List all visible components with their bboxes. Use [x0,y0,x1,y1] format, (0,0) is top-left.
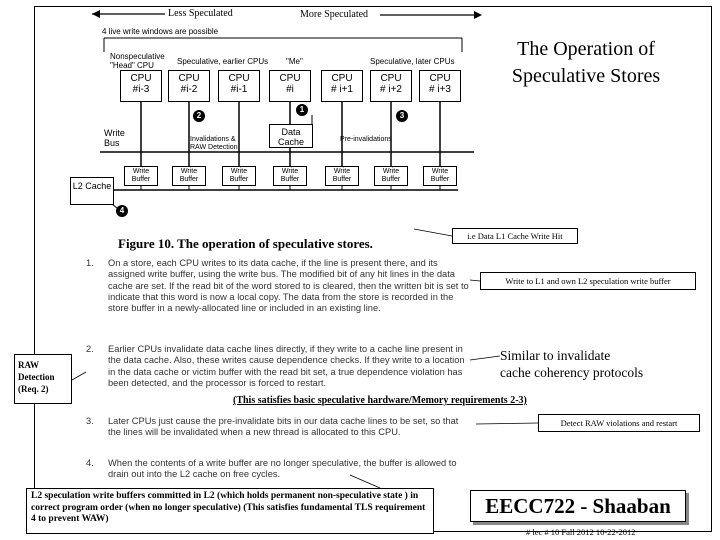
write-buffer-1: Write Buffer [124,166,158,186]
write-buffer-5: Write Buffer [325,166,359,186]
course-badge [470,490,686,522]
invalidations-raw-label: Invalidations & RAW Detection [190,136,238,151]
marker-4: 4 [116,205,128,217]
callout-raw-detection: RAW Detection (Req. 2) [14,354,72,404]
callout-l1-write-hit: i.e Data L1 Cache Write Hit [452,228,578,244]
pre-invalidations-label: Pre-invalidations [340,136,392,143]
step-4: 4. When the contents of a write buffer are no longer speculative, the buffer is allowed to drain out into the L2 cache on free cycles. [86,458,457,480]
cpu-i-minus-1: CPU #i-1 [218,70,260,102]
cpu-i-plus-2: CPU # i+2 [370,70,412,102]
me-label: "Me" [286,57,303,66]
cpu-i-minus-2: CPU #i-2 [168,70,210,102]
figure-caption: Figure 10. The operation of speculative stores. [118,236,373,251]
course-badge-text: EECC722 - Shaaban [485,494,671,518]
less-speculated-label: Less Speculated [168,8,233,19]
write-buffer-3: Write Buffer [222,166,256,186]
marker-2: 2 [193,110,205,122]
live-windows-label: 4 live write windows are possible [102,27,219,36]
callout-l2-commit: L2 speculation write buffers committed in L2 (which holds permanent non-speculative state ) in correct program order (when no longer speculative) (This satisfies fundamental TLS requirement 4 to prevent WAW) [26,488,434,534]
later-cpus-label: Speculative, later CPUs [370,57,455,66]
write-bus-label: Write Bus [104,128,125,148]
title-line-2: Speculative Stores [511,65,661,87]
write-buffer-2: Write Buffer [172,166,206,186]
cpu-i: CPU #i [269,70,311,102]
lecture-info: # lec # 10 Fall 2012 10-22-2012 [526,527,636,537]
marker-3: 3 [396,110,408,122]
write-buffer-6: Write Buffer [374,166,408,186]
cpu-i-minus-3: CPU #i-3 [120,70,162,102]
marker-1: 1 [296,104,308,116]
more-speculated-label: More Speculated [300,9,369,20]
data-cache-box: Data Cache [269,124,313,148]
callout-write-l1-l2: Write to L1 and own L2 speculation write buffer [480,272,696,290]
step-1: 1. On a store, each CPU writes to its data cache, if the line is present there, and its assigned write buffer, using the write bus. The modified bit of any hit lines in the data cache are set. If the read bit of the word stored to is cleared, then the written bit is set to indicate that this word is now a local copy. The data from the store is recorded in the store buffer in a newly-allocated line or included in an existing line. [86,258,469,314]
nonspec-head-label: Nonspeculative "Head" CPU [110,52,165,70]
l2-cache-box: L2 Cache [70,177,114,205]
step-3: 3. Later CPUs just cause the pre-invalidate bits in our data cache lines to be set, so that the lines will be invalidated when a new thread is allocated to this CPU. [86,416,459,438]
write-buffer-4: Write Buffer [273,166,307,186]
step-2: 2. Earlier CPUs invalidate data cache lines directly, if they write to a cache line present in the data cache. Also, these writes cause dependence checks. If they write to a location in the data cache or victim buffer with the read bit set, a true dependence violation has been detected, and the processor is forced to restart. [86,344,465,388]
title-line-1: The Operation of [517,38,655,60]
callout-detect-raw: Detect RAW violations and restart [538,414,700,432]
earlier-cpus-label: Speculative, earlier CPUs [177,57,269,66]
cpu-i-plus-1: CPU # i+1 [321,70,363,102]
write-buffer-7: Write Buffer [423,166,457,186]
similar-protocols-note: Similar to invalidate cache coherency protocols [500,348,644,380]
cpu-i-plus-3: CPU # i+3 [419,70,461,102]
satisfies-basic-note: (This satisfies basic speculative hardware/Memory requirements 2-3) [233,395,527,406]
